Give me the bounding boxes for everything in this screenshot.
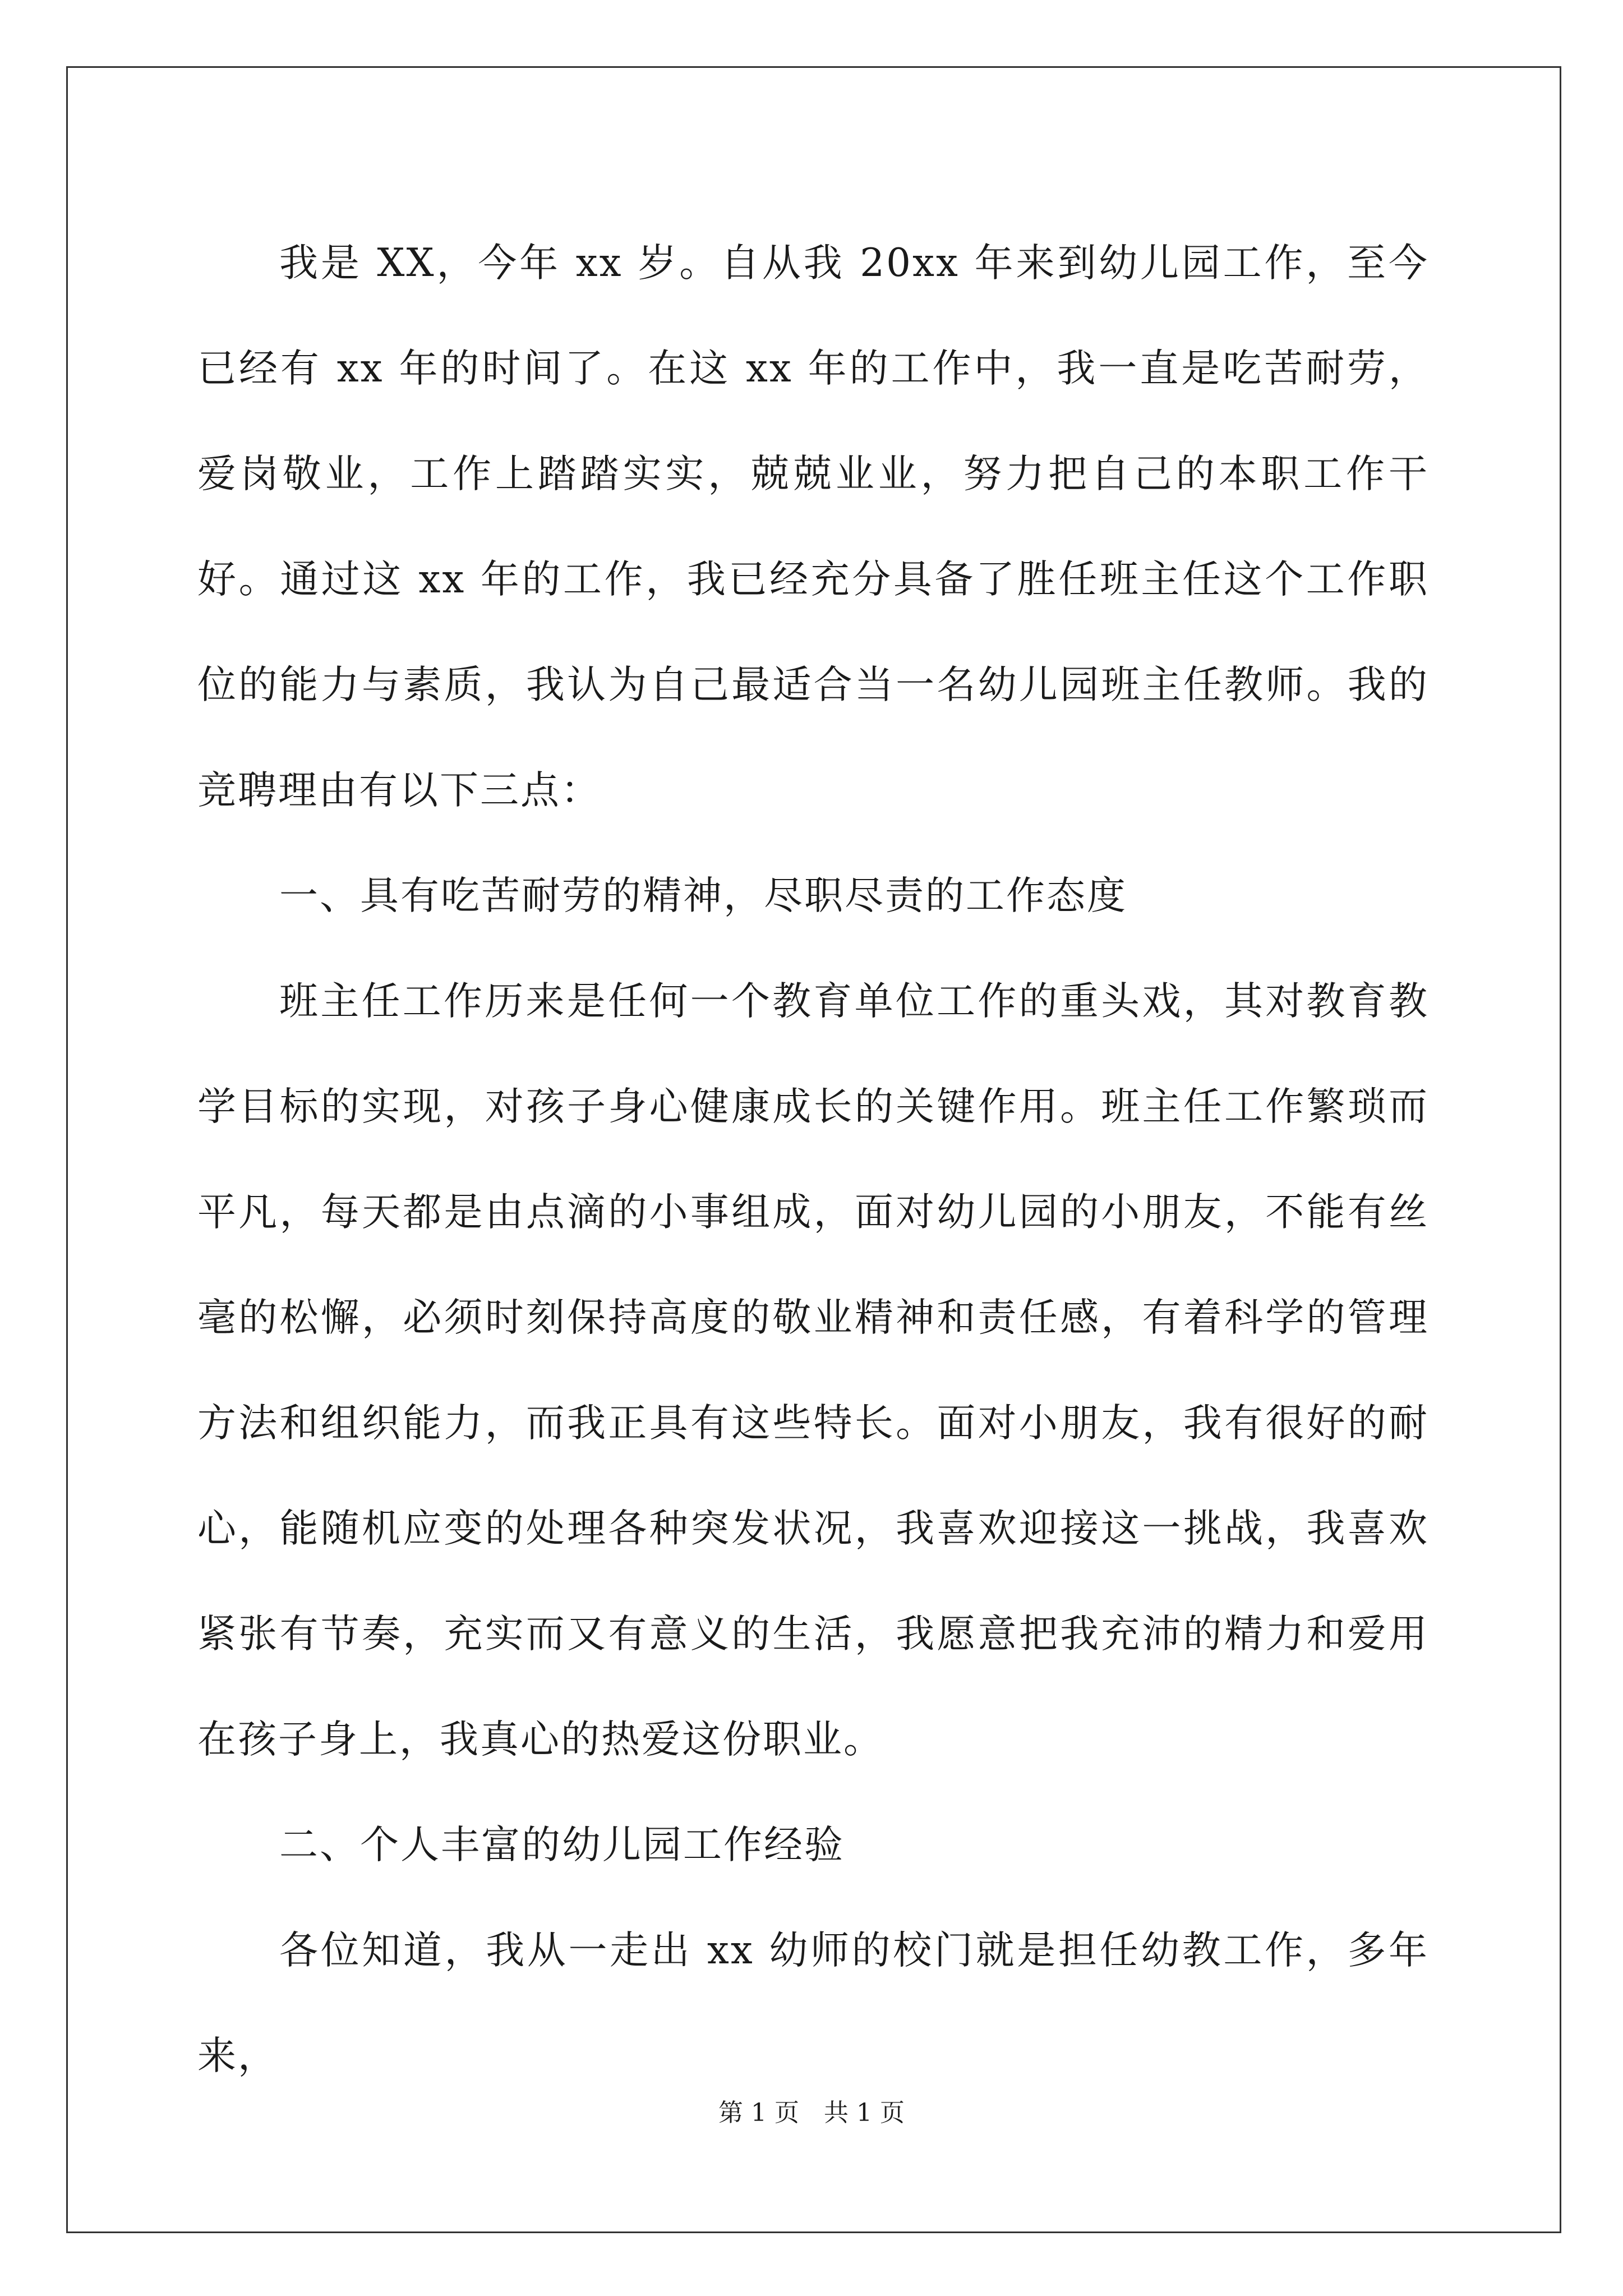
paragraph-intro: 我是 XX，今年 xx 岁。自从我 20xx 年来到幼儿园工作，至今已经有 xx 年的时间了。在这 xx 年的工作中，我一直是吃苦耐劳，爱岗敬业，工作上踏踏实实，兢兢业业，努力把自己的本职工作干好。通过这 xx 年的工作，我已经充分具备了胜任班主任这个工作职位的能力与素质，我认为自己最适合当一名幼儿园班主任教师。我的竞聘理由有以下三点： xyxy=(197,241,1429,813)
section-heading-1: 一、具有吃苦耐劳的精神，尽职尽责的工作态度 xyxy=(279,873,1127,918)
section-heading-2: 二、个人丰富的幼儿园工作经验 xyxy=(279,1823,845,1867)
document-body xyxy=(197,210,1429,2109)
paragraph-section-1: 班主任工作历来是任何一个教育单位工作的重头戏，其对教育教学目标的实现，对孩子身心健康成长的关键作用。班主任工作繁琐而平凡，每天都是由点滴的小事组成，面对幼儿园的小朋友，不能有丝毫的松懈，必须时刻保持高度的敬业精神和责任感，有着科学的管理方法和组织能力，而我正具有这些特长。面对小朋友，我有很好的耐心，能随机应变的处理各种突发状况，我喜欢迎接这一挑战，我喜欢紧张有节奏，充实而又有意义的生活，我愿意把我充沛的精力和爱用在孩子身上，我真心的热爱这份职业。 xyxy=(197,979,1429,1762)
page-footer: 第 1 页 共 1 页 xyxy=(718,2099,905,2127)
paragraph-section-2: 各位知道，我从一走出 xx 幼师的校门就是担任幼教工作，多年来， xyxy=(197,1928,1429,2078)
